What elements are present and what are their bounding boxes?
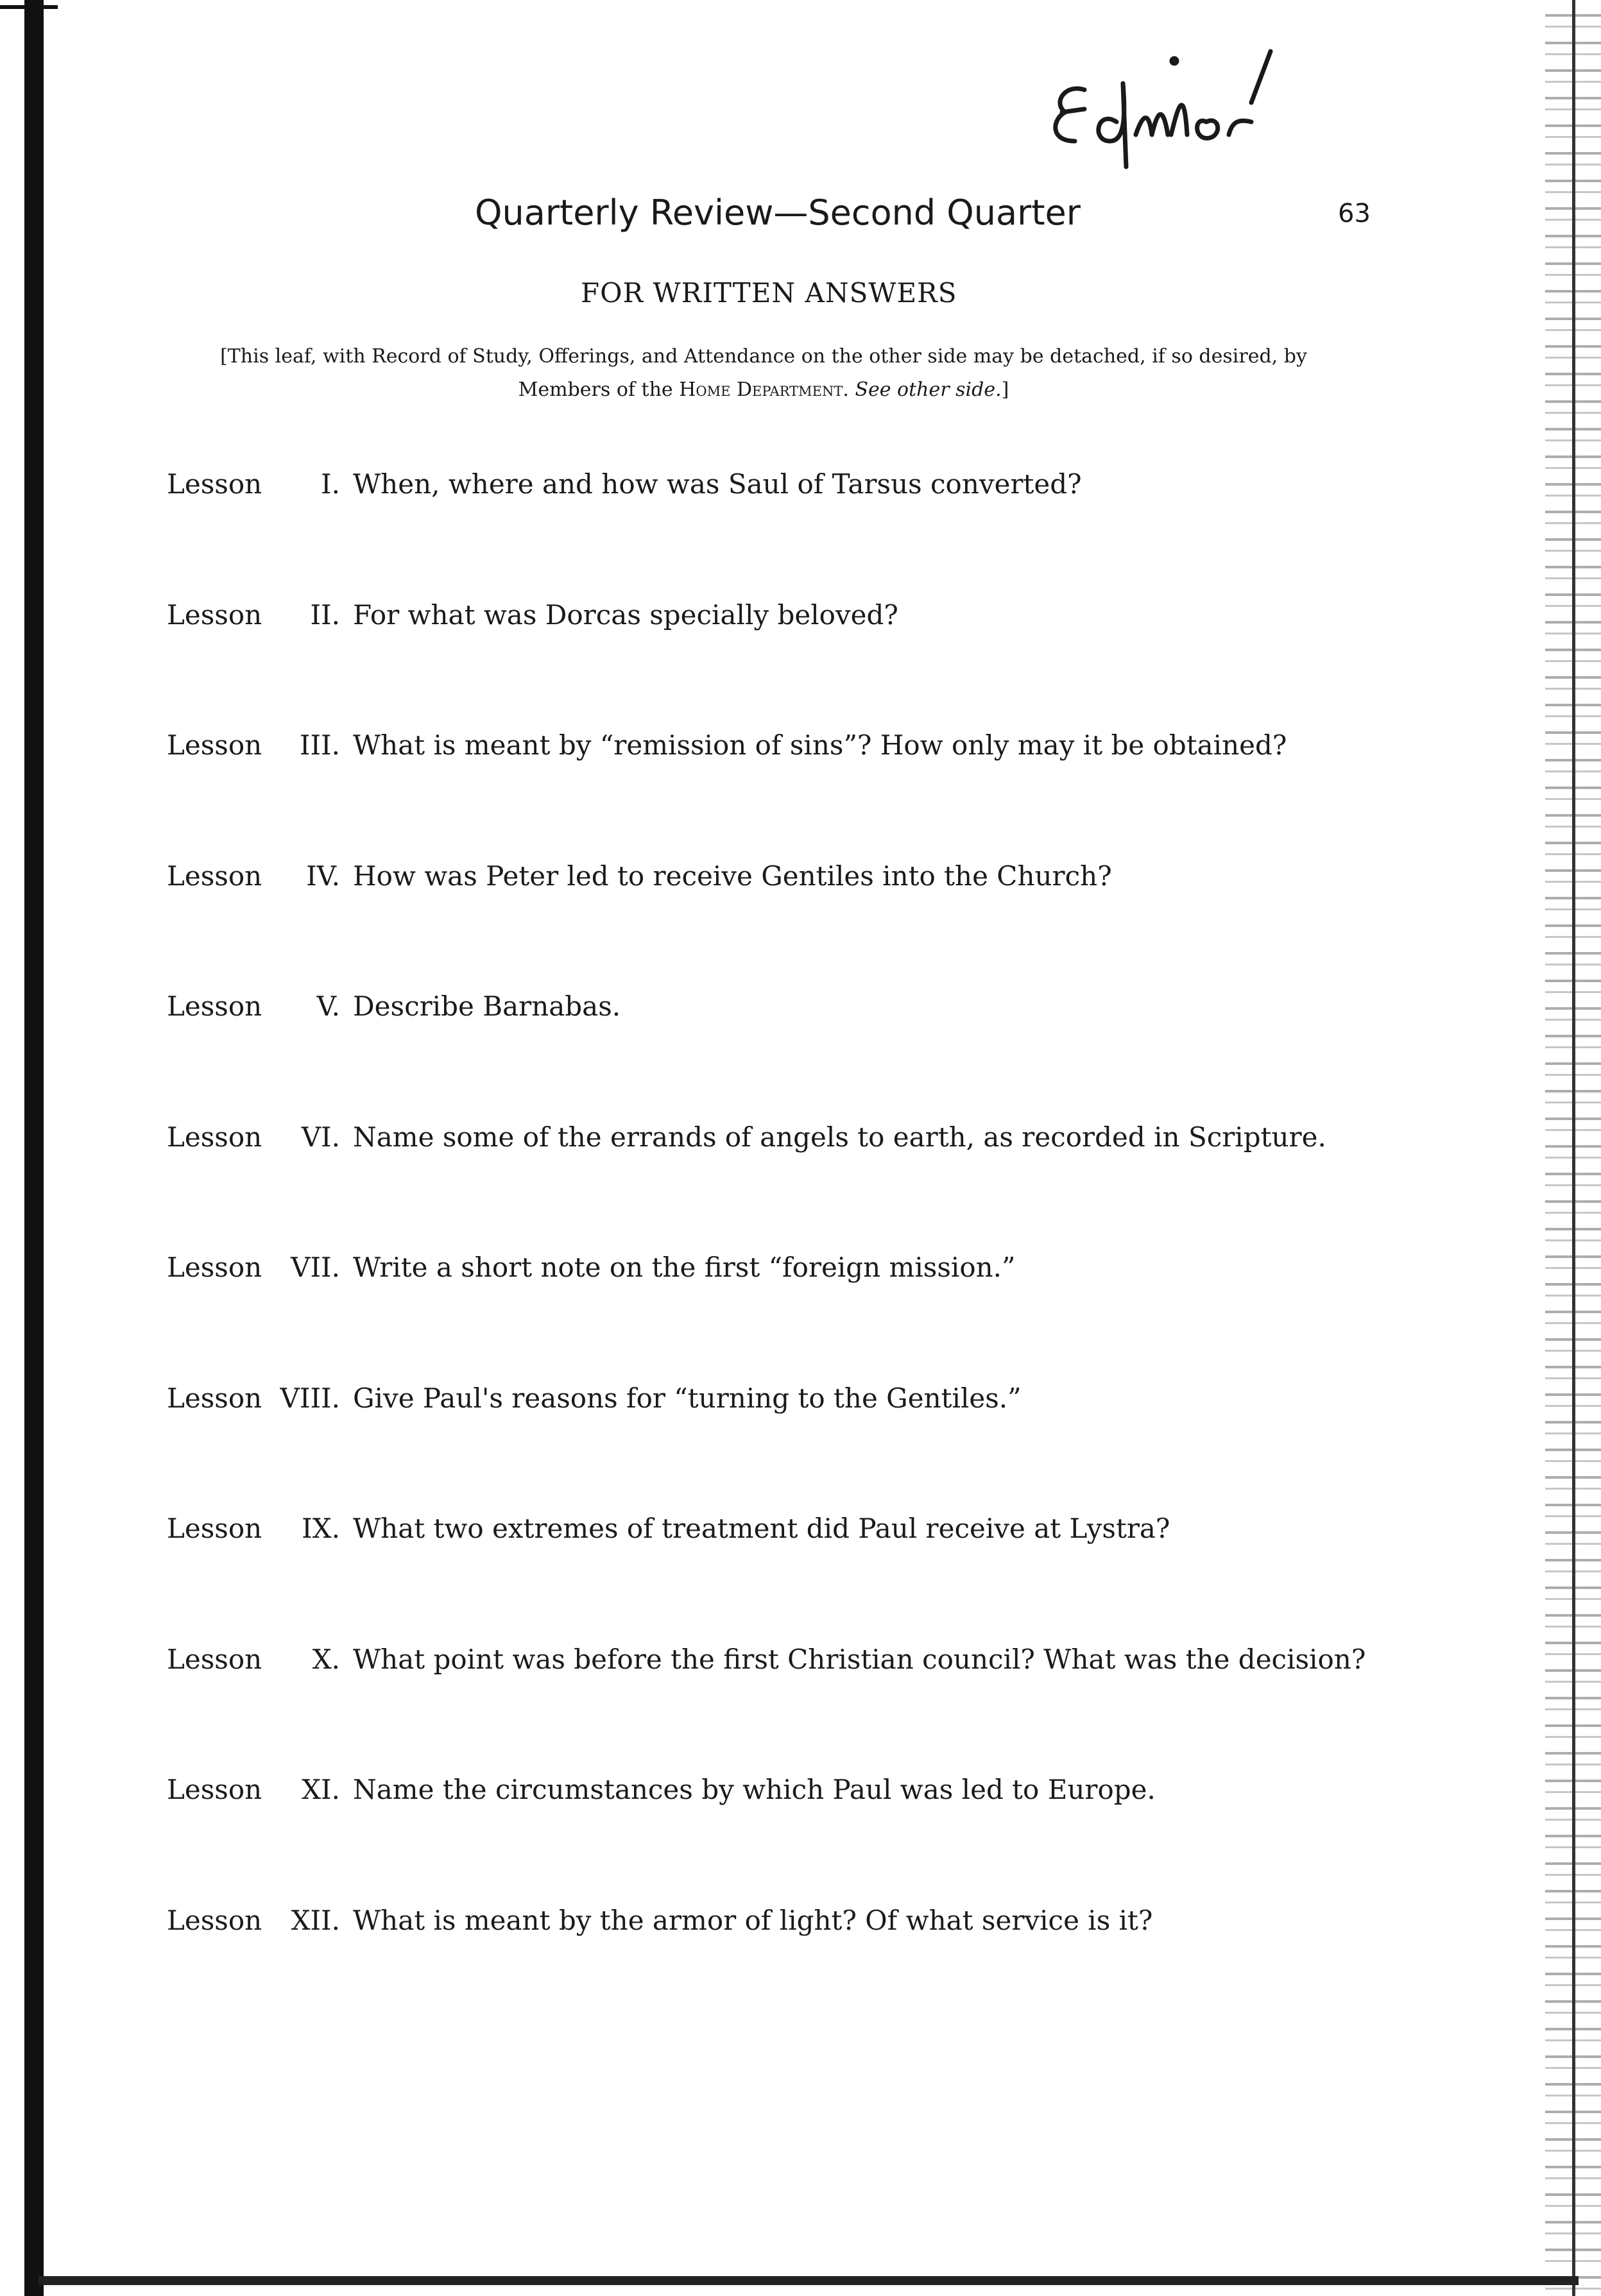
note-see-other-side: See other side.: [855, 378, 1002, 401]
handwritten-annotation: [1040, 45, 1315, 192]
lesson-question: When, where and how was Saul of Tarsus converted?: [353, 468, 1082, 500]
lesson-row: [167, 1513, 1386, 1551]
lesson-row: [167, 1774, 1386, 1812]
lesson-question: What two extremes of treatment did Paul receive at Lystra?: [353, 1513, 1170, 1544]
lesson-number: XII.: [291, 1905, 340, 1936]
lesson-row: [167, 599, 1386, 638]
lesson-label: Lesson: [167, 1905, 262, 1936]
lesson-question: Name some of the errands of angels to earth, as recorded in Scripture.: [353, 1121, 1326, 1153]
lesson-label: Lesson: [167, 729, 262, 761]
lesson-number: III.: [299, 729, 340, 761]
page-number: 63: [1338, 199, 1371, 228]
lesson-row: [167, 1905, 1386, 1943]
lesson-label: Lesson: [167, 991, 262, 1022]
lesson-label: Lesson: [167, 1252, 262, 1283]
lesson-question: Write a short note on the first “foreign mission.”: [353, 1252, 1016, 1283]
scan-edge-right-line: [1572, 0, 1575, 2296]
lesson-row: [167, 468, 1386, 507]
lesson-label: Lesson: [167, 1121, 262, 1153]
annotation-text: Editor: [1040, 45, 1042, 46]
lesson-question: Name the circumstances by which Paul was led to Europe.: [353, 1774, 1156, 1805]
note-text-1: [This leaf, with Record of Study, Offerings, and Attendance on the other side may be detached, if so desired, by Members of the: [220, 345, 1307, 401]
lesson-question: What is meant by “remission of sins”? How only may it be obtained?: [353, 729, 1287, 761]
lesson-row: [167, 1382, 1386, 1421]
lesson-number: XI.: [302, 1774, 340, 1805]
lesson-label: Lesson: [167, 1774, 262, 1805]
lesson-question: Give Paul's reasons for “turning to the Gentiles.”: [353, 1382, 1022, 1414]
lesson-label: Lesson: [167, 1513, 262, 1544]
lesson-question: For what was Dorcas specially beloved?: [353, 599, 898, 631]
scan-edge-top-mark: [0, 5, 58, 9]
lesson-label: Lesson: [167, 1644, 262, 1675]
lesson-label: Lesson: [167, 468, 262, 500]
lesson-row: [167, 1252, 1386, 1290]
detach-note: [186, 340, 1341, 407]
lesson-number: IX.: [302, 1513, 340, 1544]
lesson-number: VII.: [291, 1252, 340, 1283]
scan-edge-left: [24, 0, 44, 2296]
lesson-label: Lesson: [167, 1382, 262, 1414]
lesson-row: [167, 860, 1386, 899]
note-text-3: ]: [1001, 378, 1009, 401]
lesson-row: [167, 729, 1386, 768]
lesson-label: Lesson: [167, 860, 262, 892]
note-text-2: .: [843, 378, 855, 401]
lesson-number: II.: [310, 599, 340, 631]
section-heading: FOR WRITTEN ANSWERS: [581, 277, 957, 309]
lesson-question: Describe Barnabas.: [353, 991, 621, 1022]
lesson-row: [167, 991, 1386, 1029]
lesson-number: VIII.: [280, 1382, 340, 1414]
page-title: Quarterly Review—Second Quarter: [475, 192, 1081, 233]
lesson-number: IV.: [306, 860, 340, 892]
lesson-question: How was Peter led to receive Gentiles into the Church?: [353, 860, 1112, 892]
lesson-number: VI.: [301, 1121, 340, 1153]
scan-edge-bottom: [39, 2276, 1579, 2285]
lesson-question: What point was before the first Christian council? What was the decision?: [353, 1644, 1366, 1675]
lesson-question: What is meant by the armor of light? Of what service is it?: [353, 1905, 1153, 1936]
lesson-number: V.: [316, 991, 340, 1022]
note-department: Home Department: [679, 378, 843, 401]
lesson-number: I.: [321, 468, 340, 500]
lesson-row: [167, 1121, 1386, 1160]
lesson-row: [167, 1644, 1386, 1682]
lesson-label: Lesson: [167, 599, 262, 631]
lesson-number: X.: [312, 1644, 340, 1675]
